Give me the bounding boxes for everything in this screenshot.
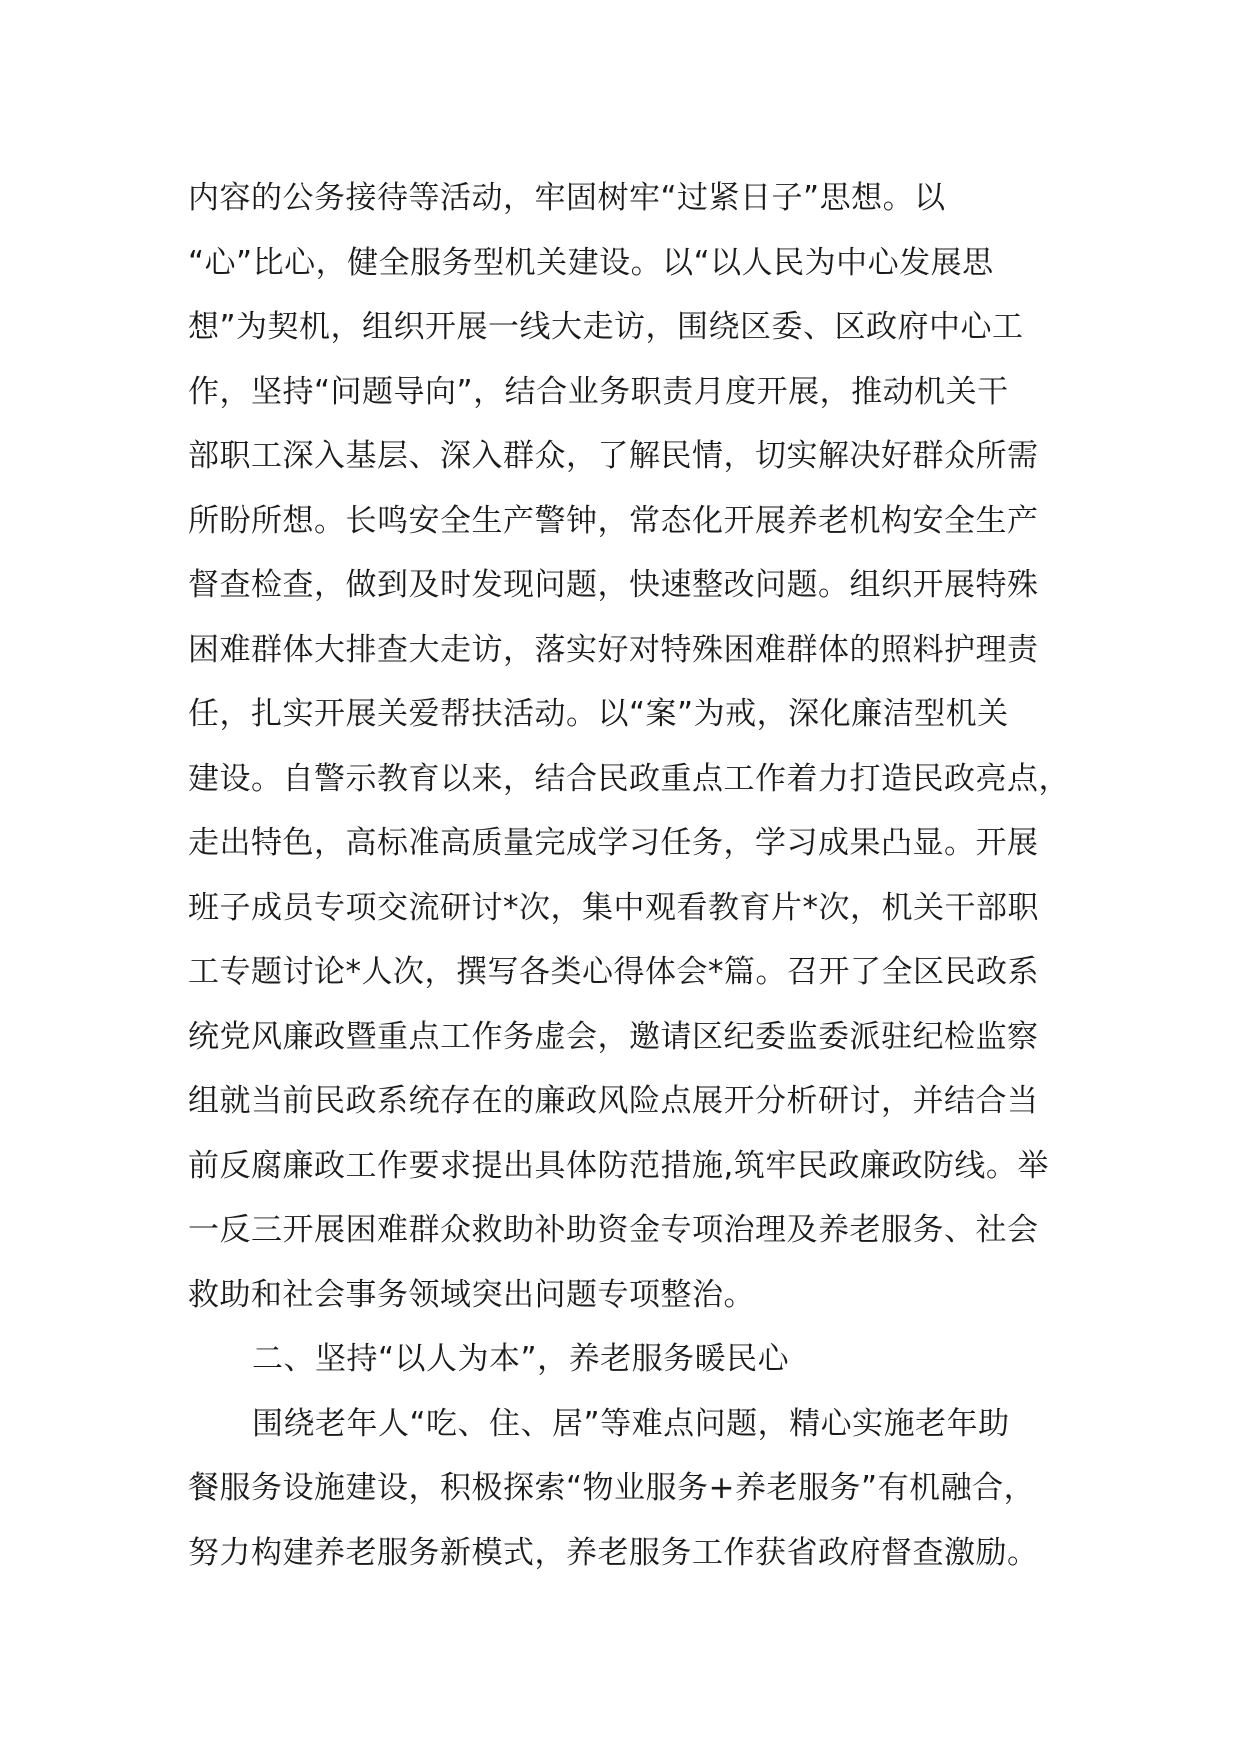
text-line: 走出特色，高标准高质量完成学习任务，学习成果凸显。开展 (188, 825, 1039, 861)
text-line: 作，坚持“问题导向”，结合业务职责月度开展，推动机关干 (188, 373, 1009, 410)
section-heading: 二、坚持“以人为本”，养老服务暖民心 (252, 1341, 790, 1377)
text-line: 建设。自警示教育以来，结合民政重点工作着力打造民政亮点， (188, 760, 1070, 797)
text-line: 所盼所想。长鸣安全生产警钟，常态化开展养老机构安全生产 (188, 502, 1039, 539)
text-line: 组就当前民政系统存在的廉政风险点展开分析研讨，并结合当 (188, 1083, 1039, 1119)
text-line: 任，扎实开展关爱帮扶活动。以“案”为戒，深化廉洁型机关 (188, 696, 1009, 732)
text-line: 困难群体大排查大走访，落实好对特殊困难群体的照料护理责 (188, 631, 1039, 668)
text-line: 部职工深入基层、深入群众，了解民情，切实解决好群众所需 (188, 438, 1039, 474)
text-line: 工专题讨论*人次，撰写各类心得体会*篇。召开了全区民政系 (188, 954, 1039, 990)
text-line: 督查检查，做到及时发现问题，快速整改问题。组织开展特殊 (188, 567, 1039, 603)
text-line: 前反腐廉政工作要求提出具体防范措施,筑牢民政廉政防线。举 (188, 1147, 1049, 1184)
text-line: 救助和社会事务领域突出问题专项整治。 (188, 1276, 755, 1313)
text-line: 内容的公务接待等活动，牢固树牢“过紧日子”思想。以 (188, 180, 946, 216)
text-line: 餐服务设施建设，积极探索“物业服务+养老服务”有机融合， (188, 1470, 1036, 1506)
text-line: 统党风廉政暨重点工作务虚会，邀请区纪委监委派驻纪检监察 (188, 1018, 1039, 1055)
text-line: 围绕老年人“吃、住、居”等难点问题，精心实施老年助 (252, 1405, 1010, 1442)
text-line: 一反三开展困难群众救助补助资金专项治理及养老服务、社会 (188, 1212, 1039, 1248)
body-text (188, 166, 1088, 1585)
text-line: “心”比心，健全服务型机关建设。以“以人民为中心发展思 (188, 244, 994, 281)
text-line: 努力构建养老服务新模式，养老服务工作获省政府督查激励。 (188, 1534, 1039, 1571)
text-line: 班子成员专项交流研讨*次，集中观看教育片*次，机关干部职 (188, 889, 1039, 926)
text-line: 想”为契机，组织开展一线大走访，围绕区委、区政府中心工 (188, 309, 1024, 345)
